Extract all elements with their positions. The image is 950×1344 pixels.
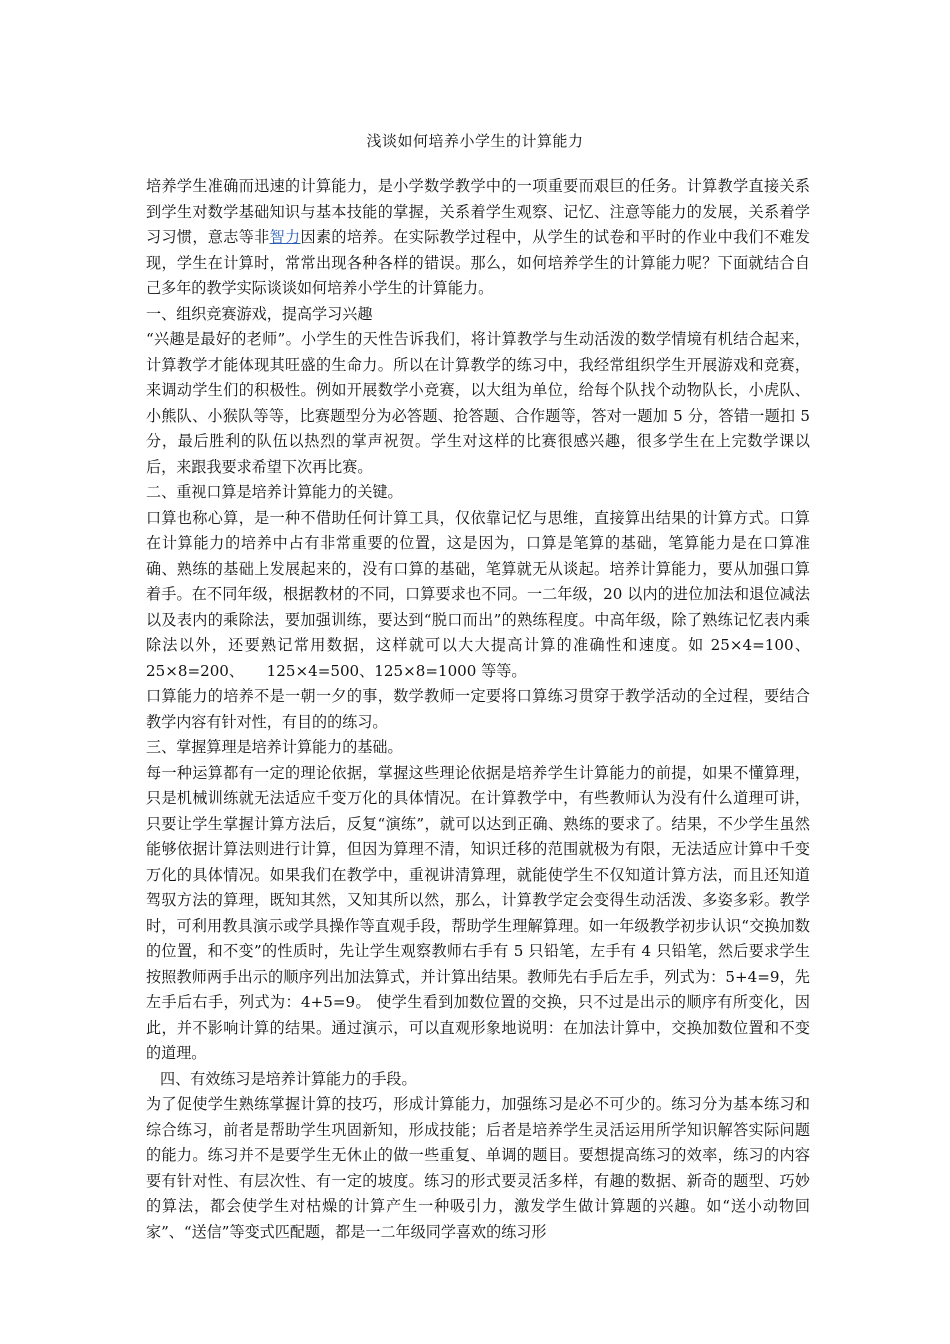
intro-paragraph: [146, 174, 810, 302]
document-body: [146, 174, 810, 1245]
section1-paragraph: “兴趣是最好的老师”。小学生的天性告诉我们，将计算教学与生动活泼的数学情境有机结合起来，计算教学才能体现其旺盛的生命力。所以在计算教学的练习中，我经常组织学生开展游戏和竞赛，来调动学生们的积极性。例如开展数学小竞赛，以大组为单位，给每个队找个动物队长，小虎队、小熊队、小猴队等等，比赛题型分为必答题、抢答题、合作题等，答对一题加 5 分，答错一题扣 5 分，最后胜利的队伍以热烈的掌声祝贺。学生对这样的比赛很感兴趣，很多学生在上完数学课以后，来跟我要求希望下次再比赛。: [146, 330, 810, 476]
section3-paragraph: 每一种运算都有一定的理论依据，掌握这些理论依据是培养学生计算能力的前提，如果不懂算理，只是机械训练就无法适应千变万化的具体情况。在计算教学中，有些教师认为没有什么道理可讲，只要让学生掌握计算方法后，反复“演练”，就可以达到正确、熟练的要求了。结果，不少学生虽然能够依据计算法则进行计算，但因为算理不清，知识迁移的范围就极为有限，无法适应计算中千变万化的具体情况。如果我们在教学中，重视讲清算理，就能使学生不仅知道计算方法，而且还知道驾驭方法的算理，既知其然，又知其所以然，那么，计算教学定会变得生动活泼、多姿多彩。教学时，可利用教具演示或学具操作等直观手段，帮助学生理解算理。如一年级教学初步认识“交换加数的位置，和不变”的性质时，先让学生观察教师右手有 5 只铅笔，左手有 4 只铅笔，然后要求学生按照教师两手出示的顺序列出加法算式，并计算出结果。教师先右手后左手，列式为：5+4=9，先左手后右手，列式为：4+5=9。 使学生看到加数位置的交换，只不过是出示的顺序有所变化，因此，并不影响计算的结果。通过演示，可以直观形象地说明：在加法计算中，交换加数位置和不变的道理。: [146, 763, 810, 1062]
document-title: 浅谈如何培养小学生的计算能力: [366, 132, 584, 150]
section2-paragraph-1: 口算也称心算，是一种不借助任何计算工具，仅依靠记忆与思维，直接算出结果的计算方式。口算在计算能力的培养中占有非常重要的位置，这是因为，口算是笔算的基础，笔算能力是在口算准确、熟练的基础上发展起来的，没有口算的基础，笔算就无从谈起。培养计算能力，要从加强口算着手。在不同年级，根据教材的不同，口算要求也不同。一二年级，20 以内的进位加法和退位减法以及表内的乘除法，要加强训练，要达到“脱口而出”的熟练程度。中高年级，除了熟练记忆表内乘除法以外，还要熟记常用数据，这样就可以大大提高计算的准确性和速度。如 25×4=100、25×8=200、 125×4=500、125×8=1000 等等。: [146, 508, 810, 680]
intelligence-link[interactable]: 智力: [269, 228, 301, 246]
section2-heading: 二、重视口算是培养计算能力的关键。: [146, 483, 403, 501]
section1-heading: 一、组织竞赛游戏，提高学习兴趣: [146, 304, 373, 323]
intro-text-after-link: 因素的培养。在实际教学过程中，从学生的试卷和平时的作业中我们不难发现，学生在计算时，常常出现各种各样的错误。那么，如何培养学生的计算能力呢？下面就结合自己多年的教学实际谈谈如何培养小学生的计算能力。: [146, 228, 810, 297]
section4-heading: 四、有效练习是培养计算能力的手段。: [160, 1069, 417, 1088]
section4-paragraph: 为了促使学生熟练掌握计算的技巧，形成计算能力，加强练习是必不可少的。练习分为基本练习和综合练习，前者是帮助学生巩固新知，形成技能；后者是培养学生灵活运用所学知识解答实际问题的能力。练习并不是要学生无休止的做一些重复、单调的题目。要想提高练习的效率，练习的内容要有针对性、有层次性、有一定的坡度。练习的形式要灵活多样，有趣的数据、新奇的题型、巧妙的算法，都会使学生对枯燥的计算产生一种吸引力，激发学生做计算题的兴趣。如“送小动物回家”、“送信”等变式匹配题，都是一二年级同学喜欢的练习形: [146, 1095, 810, 1241]
section2-paragraph-2: 口算能力的培养不是一朝一夕的事，数学教师一定要将口算练习贯穿于教学活动的全过程，要结合教学内容有针对性，有目的的练习。: [146, 687, 810, 731]
section3-heading: 三、掌握算理是培养计算能力的基础。: [146, 738, 403, 756]
intro-text-before-link: 培养学生准确而迅速的计算能力，是小学数学教学中的一项重要而艰巨的任务。计算教学直接关系到学生对数学基础知识与基本技能的掌握，关系着学生观察、记忆、注意等能力的发展，关系着学习习惯，意志等非: [146, 177, 810, 246]
